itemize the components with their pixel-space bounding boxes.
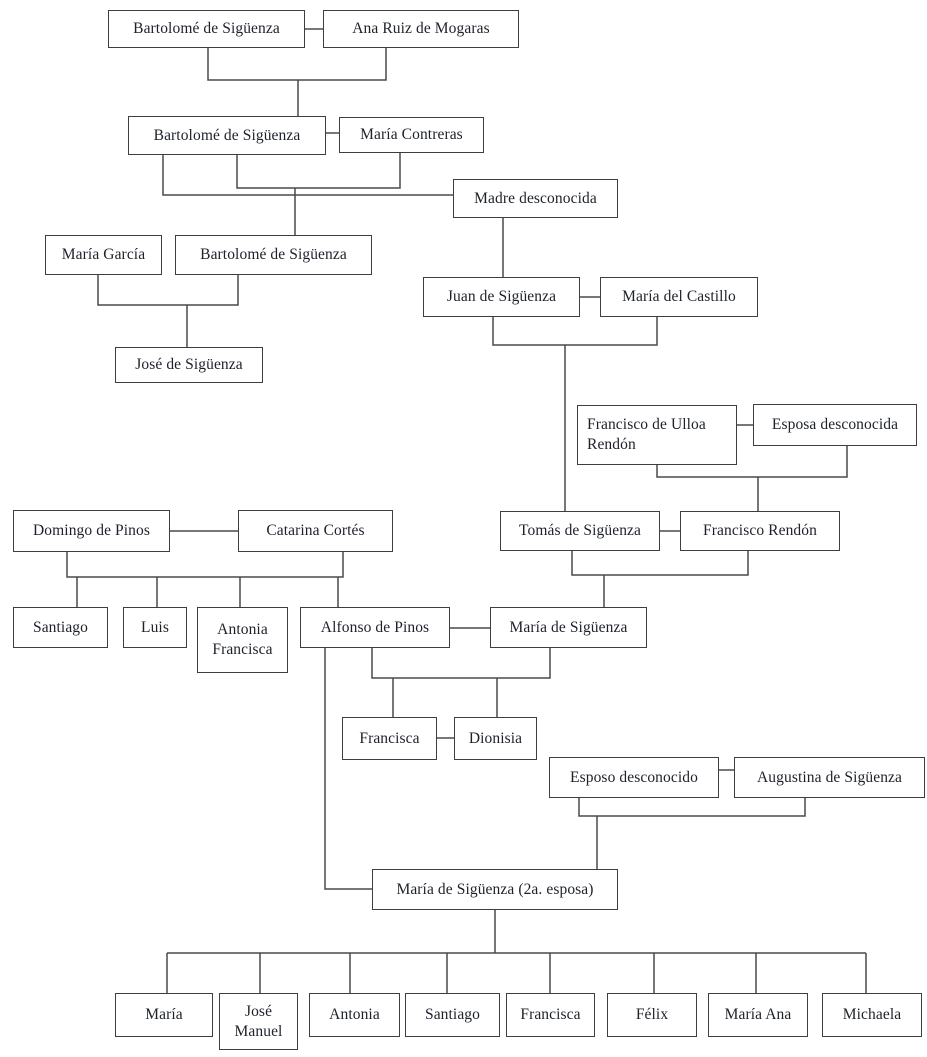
person-box-ana-ruiz-de-mogaras bbox=[323, 10, 519, 48]
person-box-esposo-desconocido bbox=[549, 757, 719, 798]
person-name: Domingo de Pinos bbox=[33, 522, 150, 540]
person-box-jose-manuel bbox=[219, 993, 298, 1050]
person-name: Bartolomé de Sigüenza bbox=[133, 20, 280, 38]
person-name: Santiago bbox=[424, 1006, 481, 1024]
person-name: Dionisia bbox=[468, 729, 523, 747]
person-name: María de Sigüenza (2a. esposa) bbox=[396, 880, 594, 898]
person-name: Ana Ruiz de Mogaras bbox=[352, 20, 490, 38]
person-name: José de Sigüenza bbox=[135, 356, 243, 374]
person-name: Santiago bbox=[32, 618, 89, 636]
person-name: Bartolomé de Sigüenza bbox=[200, 246, 347, 264]
person-name: Antonia bbox=[329, 1006, 380, 1024]
person-box-antonia-francisca bbox=[197, 607, 288, 673]
person-box-dionisia bbox=[454, 717, 537, 760]
person-box-francisco-de-ulloa-rendon bbox=[577, 405, 737, 465]
person-name: Michaela bbox=[842, 1006, 902, 1024]
person-name: Juan de Sigüenza bbox=[446, 288, 557, 306]
person-box-augustina-de-siguenza bbox=[734, 757, 925, 798]
person-box-maria-garcia bbox=[45, 235, 162, 275]
person-name: Madre desconocida bbox=[474, 189, 597, 207]
person-box-francisca-1 bbox=[342, 717, 437, 760]
person-box-tomas-de-siguenza bbox=[500, 511, 660, 551]
person-name: Catarina Cortés bbox=[266, 522, 365, 540]
person-name: Esposo desconocido bbox=[570, 768, 698, 786]
person-name: Tomás de Sigüenza bbox=[519, 522, 641, 540]
person-box-felix bbox=[607, 993, 697, 1037]
person-name: Francisca bbox=[359, 729, 420, 747]
connector-union-alfonso-maria2a bbox=[325, 648, 372, 889]
person-box-santiago-1 bbox=[13, 607, 108, 648]
person-box-francisco-rendon bbox=[680, 511, 840, 551]
person-name: Alfonso de Pinos bbox=[320, 618, 430, 636]
person-box-maria-de-siguenza bbox=[490, 607, 647, 648]
person-name: Francisca bbox=[520, 1006, 581, 1024]
person-box-esposa-desconocida bbox=[753, 404, 917, 446]
person-name: Esposa desconocida bbox=[771, 416, 899, 434]
person-name: Francisco Rendón bbox=[703, 522, 817, 540]
connector-union-garcia-bartolome3 bbox=[98, 275, 238, 347]
person-name: María Contreras bbox=[360, 126, 463, 144]
person-name: María bbox=[145, 1006, 183, 1024]
person-box-bartolome-de-siguenza-2 bbox=[128, 116, 326, 155]
person-box-michaela bbox=[822, 993, 922, 1037]
person-name: María Ana bbox=[724, 1006, 792, 1024]
person-box-antonia-child bbox=[309, 993, 400, 1037]
person-box-madre-desconocida bbox=[453, 179, 618, 218]
person-box-maria-del-castillo bbox=[600, 277, 758, 317]
person-name: María de Sigüenza bbox=[509, 618, 628, 636]
person-box-maria-de-siguenza-2a-esposa bbox=[372, 869, 618, 910]
person-box-jose-de-siguenza bbox=[115, 347, 263, 383]
person-box-maria-contreras bbox=[339, 117, 484, 153]
person-name: Bartolomé de Sigüenza bbox=[153, 126, 301, 144]
person-box-alfonso-de-pinos bbox=[300, 607, 450, 648]
person-name: Luis bbox=[141, 618, 169, 636]
person-box-catarina-cortes bbox=[238, 510, 393, 552]
person-box-maria-ana bbox=[708, 993, 808, 1037]
person-box-luis bbox=[123, 607, 187, 648]
connector-union-juan-castillo bbox=[493, 297, 657, 511]
person-box-juan-de-siguenza bbox=[423, 277, 580, 317]
person-box-bartolome-de-siguenza-3 bbox=[175, 235, 372, 275]
person-box-francisca-child bbox=[506, 993, 595, 1037]
person-name: Francisco de Ulloa Rendón bbox=[587, 416, 706, 453]
person-name: Antonia Francisca bbox=[212, 621, 273, 658]
person-name: Félix bbox=[635, 1006, 669, 1024]
person-name: María García bbox=[61, 246, 146, 264]
person-box-bartolome-de-siguenza-1 bbox=[108, 10, 305, 48]
person-box-domingo-de-pinos bbox=[13, 510, 170, 552]
person-name: José Manuel bbox=[234, 1002, 283, 1040]
connector-children-maria2a bbox=[167, 910, 866, 993]
person-name: Augustina de Sigüenza bbox=[756, 768, 902, 786]
person-box-santiago-child bbox=[405, 993, 500, 1037]
person-box-maria-child bbox=[115, 993, 213, 1037]
person-name: María del Castillo bbox=[622, 288, 736, 306]
